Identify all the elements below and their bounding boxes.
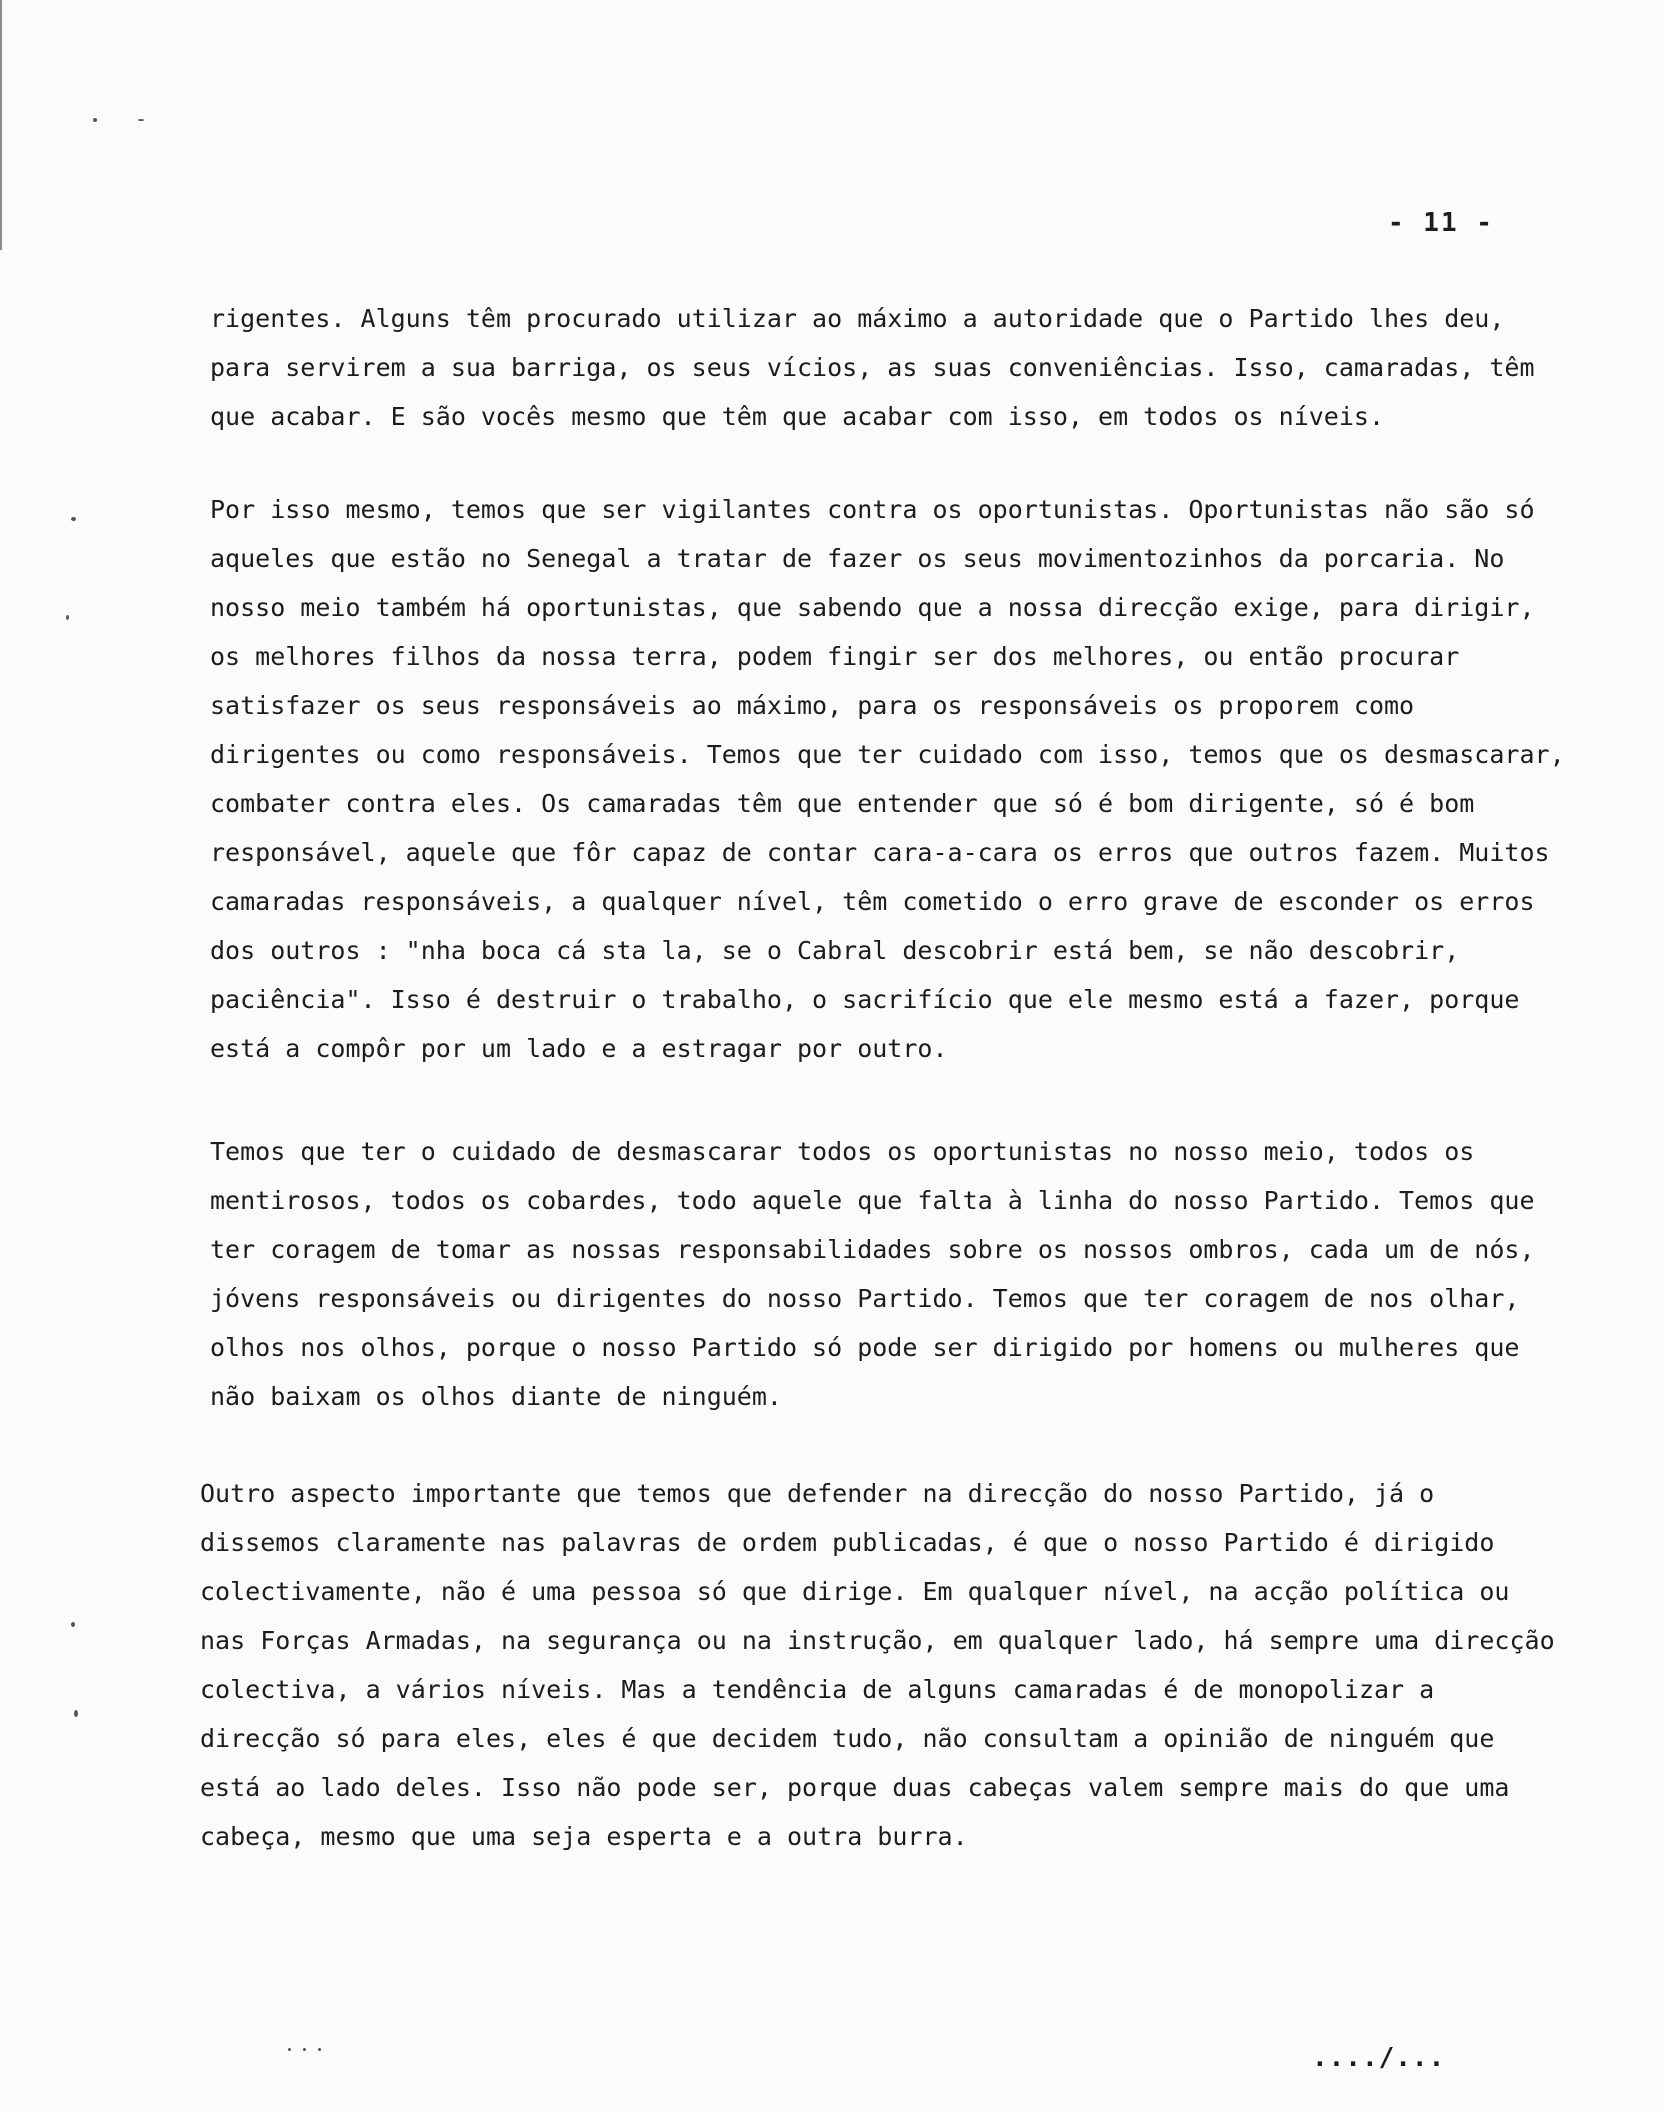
paragraph-1: rigentes. Alguns têm procurado utilizar ao máximo a autoridade que o Partido lhes deu, para servirem a sua barriga, os seus vícios, as suas conveniências. Isso, camaradas, têm que acabar. E são vocês mesmo que têm que acabar com isso, em todos os níveis.: [210, 304, 1535, 431]
scan-speck: [71, 1622, 75, 1627]
paragraph-3: Temos que ter o cuidado de desmascarar todos os oportunistas no nosso meio, todos os mentirosos, todos os cobardes, todo aquele que falta à linha do nosso Partido. Temos que ter coragem de tomar as nossas responsabilidades sobre os nossos ombros, cada um de nós, jóvens responsáveis ou dirigentes do nosso Partido. Temos que ter coragem de nos olhar, olhos nos olhos, porque o nosso Partido só pode ser dirigido por homens ou mulheres que não baixam os olhos diante de ninguém.: [210, 1137, 1535, 1411]
scan-speck: [318, 2048, 321, 2051]
scan-speck: [93, 118, 97, 122]
scan-speck: [74, 1710, 78, 1717]
continuation-mark: ..../...: [1312, 2043, 1446, 2073]
scan-edge-line: [0, 0, 2, 250]
scan-speck: [71, 517, 76, 521]
scan-speck: [138, 119, 144, 121]
scan-speck: [303, 2048, 306, 2051]
paragraph-2: Por isso mesmo, temos que ser vigilantes contra os oportunistas. Oportunistas não são só aqueles que estão no Senegal a tratar de fazer os seus movimentozinhos da porcaria. No nosso meio também há oportunistas, que sabendo que a nossa direcção exige, para dirigir, os melhores filhos da nossa terra, podem fingir ser dos melhores, ou então procurar satisfazer os seus responsáveis ao máximo, para os responsáveis os proporem como dirigentes ou como responsáveis. Temos que ter cuidado com isso, temos que os desmascarar, combater contra eles. Os camaradas têm que entender que só é bom dirigente, só é bom responsável, aquele que fôr capaz de contar cara-a-cara os erros que outros fazem. Muitos camaradas responsáveis, a qualquer nível, têm cometido o erro grave de esconder os erros dos outros : "nha boca cá sta la, se o Cabral descobrir está bem, se não descobrir, paciência". Isso é destruir o trabalho, o sacrifício que ele mesmo está a fazer, porque está a compôr por um lado e a estragar por outro.: [210, 495, 1565, 1063]
paragraph-4: Outro aspecto importante que temos que defender na direcção do nosso Partido, já o dissemos claramente nas palavras de ordem publicadas, é que o nosso Partido é dirigido colectivamente, não é uma pessoa só que dirige. Em qualquer nível, na acção política ou nas Forças Armadas, na segurança ou na instrução, em qualquer lado, há sempre uma direcção colectiva, a vários níveis. Mas a tendência de alguns camaradas é de monopolizar a direcção só para eles, eles é que decidem tudo, não consultam a opinião de ninguém que está ao lado deles. Isso não pode ser, porque duas cabeças valem sempre mais do que uma cabeça, mesmo que uma seja esperta e a outra burra.: [200, 1479, 1555, 1851]
scan-speck: [66, 615, 69, 620]
page-number: - 11 -: [1388, 208, 1494, 238]
scan-speck: [288, 2048, 291, 2051]
